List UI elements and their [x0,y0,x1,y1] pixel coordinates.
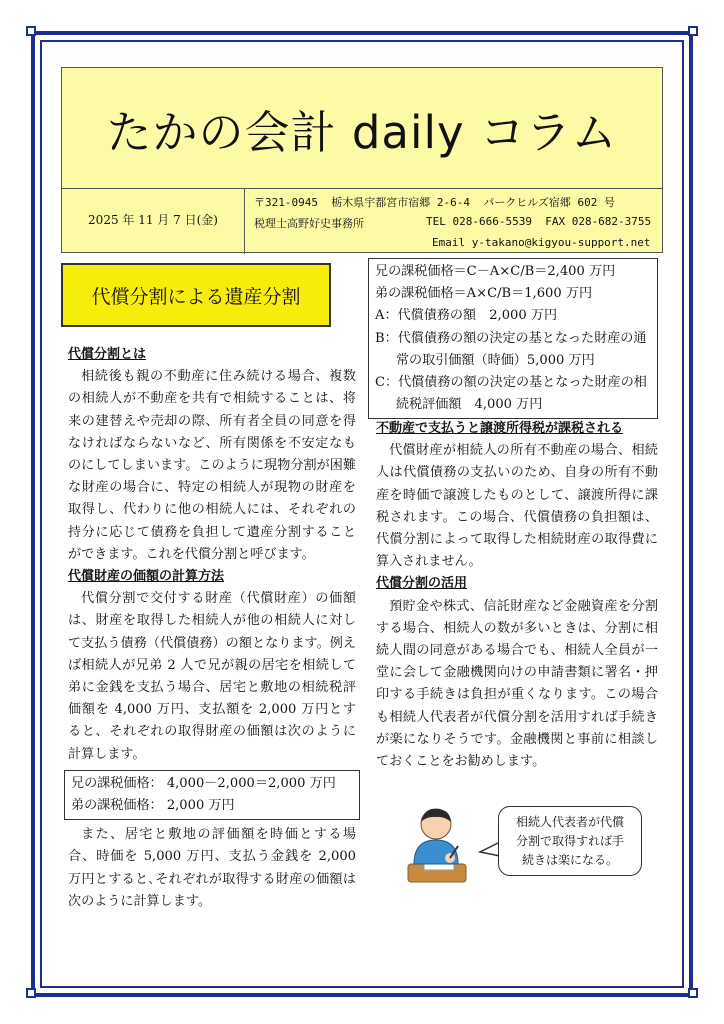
formula-box [368,258,658,419]
calculation-line: 兄の課税価格： 4,000－2,000＝2,000 万円 [71,775,336,791]
border-corner [688,988,698,998]
section-heading: 代償財産の価額の計算方法 [68,569,225,585]
masthead-divider-vertical [244,188,245,254]
office-address: 〒321-0945 栃木県宇都宮市宿郷 2-6-4 パークヒルズ宿郷 602 号 [254,196,615,209]
section-heading: 代償分割とは [68,347,147,362]
newsletter-title: たかの会計 daily コラム [106,106,618,159]
section-heading: 不動産で支払うと譲渡所得税が課税される [376,421,624,436]
calculation-line: 弟の課税価格： 2,000 万円 [71,798,235,814]
paragraph: また、居宅と敷地の評価額を時価とする場合、時価を 5,000 万円、支払う金銭を 2,000 万円とすると､それぞれが取得する財産の価額は次のように計算します。 [68,827,356,909]
speech-bubble-line: 相続人代表者が代償 [515,815,624,829]
article-title: 代償分割による遺産分割 [61,263,331,327]
office-phone-fax: TEL 028-666-5539 FAX 028-682-3755 [426,215,652,228]
calculation-box [64,770,360,820]
issue-date: 2025 年 11 月 7 日(金) [88,213,218,227]
masthead-divider [62,188,662,189]
paragraph: 代償財産が相続人の所有不動産の場合、相続人は代償債務の支払いのため、自身の所有不動産を時価で譲渡したものとして、譲渡所得に課税されます。この場合、代償債務の負担額は、代償分割によって取得した相続財産の取得費に算入されません。 [376,443,658,570]
masthead [61,67,663,253]
section-heading: 代償分割の活用 [376,576,468,592]
speech-bubble [498,806,642,876]
border-corner [26,988,36,998]
border-corner [688,26,698,36]
legend-b: B：代償債務の額の決定の基となった財産の通常の取引価額（時価）5,000 万円 [375,330,647,368]
speech-bubble-line: 続きは楽になる。 [521,853,618,867]
legend-c: C：代償債務の額の決定の基となった財産の相続税評価額 4,000 万円 [375,375,647,413]
office-name: 税理士高野好史事務所 [254,217,364,230]
speech-bubble-line: 分割で取得すれば手 [515,834,624,848]
left-column [68,344,356,913]
right-column [376,418,658,773]
office-email: Email y-takano@kigyou-support.net [432,236,651,249]
border-corner [26,26,36,36]
paragraph: 代償分割で交付する財産（代償財産）の価額は、財産を取得した相続人が他の相続人に対して支払う債務（代償債務）の額となります。例えば相続人が兄弟 2 人で兄が親の居宅を相続して弟に金銭を支払う場合、居宅と敷地の相続税評価額を 4,000 万円、支払額を 2,000 万円とすると、それぞれの取得財産の価額は次のように計算します。 [68,591,356,762]
formula-line: 弟の課税価格＝A×C/B＝1,600 万円 [375,286,593,302]
paragraph: 預貯金や株式、信託財産など金融資産を分割する場合、相続人の数が多いときは、分割に相続人間の同意がある場合でも、相続人全員が一堂に会して金融機関向けの申請書類に署名・押印する手続きは負担が重くなります。この場合も相続人代表者が代償分割を活用すれば手続きが楽になりそうです。金融機関と事前に相談しておくことをお勧めします。 [376,598,658,770]
legend-a: A：代償債務の額 2,000 万円 [375,308,558,324]
formula-line: 兄の課税価格＝C－A×C/B＝2,400 万円 [375,264,616,279]
paragraph: 相続後も親の不動産に住み続ける場合、複数の相続人が不動産を共有で相続することは、将来の建替えや売却の際、所有者全員の同意を得なければならないなど、所有関係を不安定なものにしてしまいます。このように現物分割が困難な財産の場合に、特定の相続人が現物の財産を取得し、代わりに他の相続人には、それぞれの持分に応じて債務を負担して遺産分割することができます。これを代償分割と呼びます。 [68,369,356,562]
